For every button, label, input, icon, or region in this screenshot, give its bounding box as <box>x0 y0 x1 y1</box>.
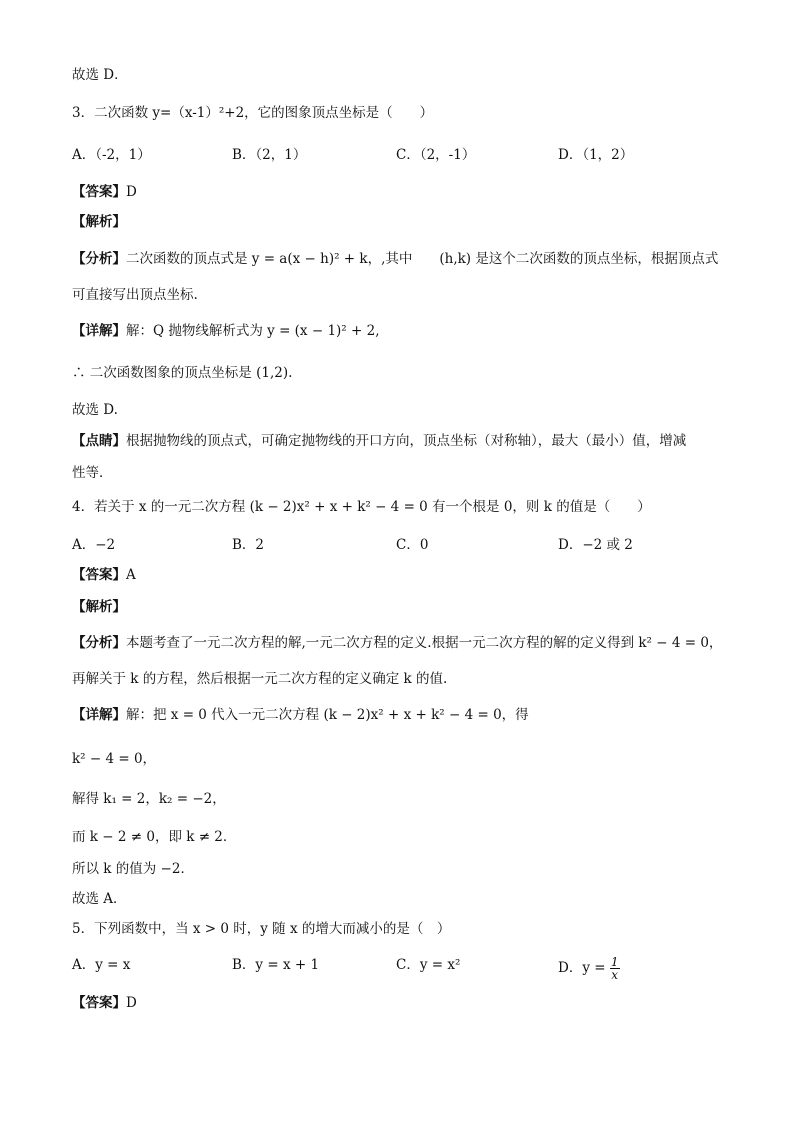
section-tag: 【解析】 <box>72 214 126 230</box>
option-q5-2 <box>396 956 460 974</box>
text-line-l1 <box>72 66 128 84</box>
text-line-q5 <box>72 920 450 938</box>
line-text: 可直接写出顶点坐标. <box>72 287 198 303</box>
line-text: 5．下列函数中，当 x > 0 时，y 随 x 的增大而减小的是（ ） <box>72 921 451 937</box>
text-line-xj4f <box>72 890 127 908</box>
text-line-xj3a <box>72 322 380 340</box>
text-line-fx4a <box>72 634 722 652</box>
text-line-xj3c <box>72 401 118 419</box>
text-line-xj4c <box>72 790 226 808</box>
section-tag: 【答案】 <box>72 995 126 1011</box>
text-line-ans4 <box>72 566 136 584</box>
section-tag: 【详解】 <box>72 323 126 339</box>
line-text: D <box>126 184 137 200</box>
section-tag: 【分析】 <box>72 635 126 651</box>
line-text: 4．若关于 x 的一元二次方程 (k − 2)x² + x + k² − 4 = 0 有一个根是 0，则 k 的值是（ ） <box>72 499 651 515</box>
text-line-q4 <box>72 498 651 516</box>
fraction <box>610 956 620 981</box>
option-q3-3 <box>558 146 633 164</box>
line-text: 解：Q 抛物线解析式为 y = (x − 1)² + 2, <box>126 323 380 339</box>
option-q5-3 <box>558 956 620 981</box>
option-text: C．0 <box>396 537 429 553</box>
text-line-fx3b <box>72 286 198 304</box>
option-text: B．2 <box>232 537 265 553</box>
option-text: C．y = x² <box>396 957 461 973</box>
line-text: 解：把 x = 0 代入一元二次方程 (k − 2)x² + x + k² − 4 = 0，得 <box>126 707 529 723</box>
line-text: A <box>126 567 136 583</box>
option-q4-1 <box>232 536 264 554</box>
option-text: A．（-2，1） <box>72 147 151 163</box>
line-text: ∴ 二次函数图象的顶点坐标是 (1,2). <box>72 365 293 381</box>
line-text: 故选 D． <box>72 67 128 83</box>
line-text: 性等． <box>72 465 113 481</box>
text-line-dj3a <box>72 432 686 450</box>
line-text: 本题考查了一元二次方程的解,一元二次方程的定义.根据一元二次方程的解的定义得到 k² − 4 = 0， <box>126 635 723 651</box>
text-line-fx4b <box>72 670 447 688</box>
text-line-jx4 <box>72 598 126 616</box>
option-text: A．−2 <box>72 537 116 553</box>
text-line-ans3 <box>72 183 137 201</box>
line-text: 故选 A． <box>72 891 127 907</box>
line-text: D <box>126 995 137 1011</box>
text-line-ans5 <box>72 994 137 1012</box>
option-q3-0 <box>72 146 151 164</box>
line-text: 根据抛物线的顶点式，可确定抛物线的开口方向，顶点坐标（对称轴），最大（最小）值，增减 <box>126 433 687 449</box>
text-line-xj4d <box>72 828 236 846</box>
section-tag: 【答案】 <box>72 184 126 200</box>
section-tag: 【分析】 <box>72 251 126 267</box>
text-line-fx3a <box>72 250 718 268</box>
option-q4-3 <box>558 536 633 554</box>
option-q4-0 <box>72 536 115 554</box>
option-text: C．（2，-1） <box>396 147 476 163</box>
text-line-jx3 <box>72 213 126 231</box>
option-q5-0 <box>72 956 130 974</box>
text-line-xj4b <box>72 750 156 768</box>
option-q4-2 <box>396 536 428 554</box>
option-text: D．−2 或 2 <box>558 537 633 553</box>
option-text: B．（2，1） <box>232 147 307 163</box>
option-q3-2 <box>396 146 475 164</box>
fraction-numerator: 1 <box>610 955 619 969</box>
option-text: B．y = x + 1 <box>232 957 320 973</box>
line-text: 故选 D. <box>72 402 118 418</box>
line-text: 再解关于 k 的方程，然后根据一元二次方程的定义确定 k 的值. <box>72 671 448 687</box>
line-text: 所以 k 的值为 −2． <box>72 861 194 877</box>
line-text: 解得 k₁ = 2，k₂ = −2， <box>72 791 226 807</box>
section-tag: 【详解】 <box>72 707 126 723</box>
option-text: A．y = x <box>72 957 131 973</box>
option-q3-1 <box>232 146 306 164</box>
text-line-dj3b <box>72 464 113 482</box>
option-text: D．（1，2） <box>558 147 634 163</box>
text-line-xj3b <box>72 364 292 382</box>
line-text: 3．二次函数 y=（x-1）²+2，它的图象顶点坐标是（ ） <box>72 105 434 121</box>
text-line-q3 <box>72 104 433 122</box>
fraction-denominator: x <box>611 968 619 982</box>
text-line-xj4e <box>72 860 194 878</box>
section-tag: 【答案】 <box>72 567 126 583</box>
line-text: 而 k − 2 ≠ 0，即 k ≠ 2． <box>72 829 237 845</box>
option-text: D．y = <box>558 960 610 976</box>
option-q5-1 <box>232 956 319 974</box>
section-tag: 【点睛】 <box>72 433 126 449</box>
line-text: 二次函数的顶点式是 y = a(x − h)² + k，,其中 (h,k) 是这个二次函数的顶点坐标，根据顶点式 <box>126 251 719 267</box>
text-line-xj4a <box>72 706 529 724</box>
line-text: k² − 4 = 0， <box>72 751 157 767</box>
section-tag: 【解析】 <box>72 599 126 615</box>
